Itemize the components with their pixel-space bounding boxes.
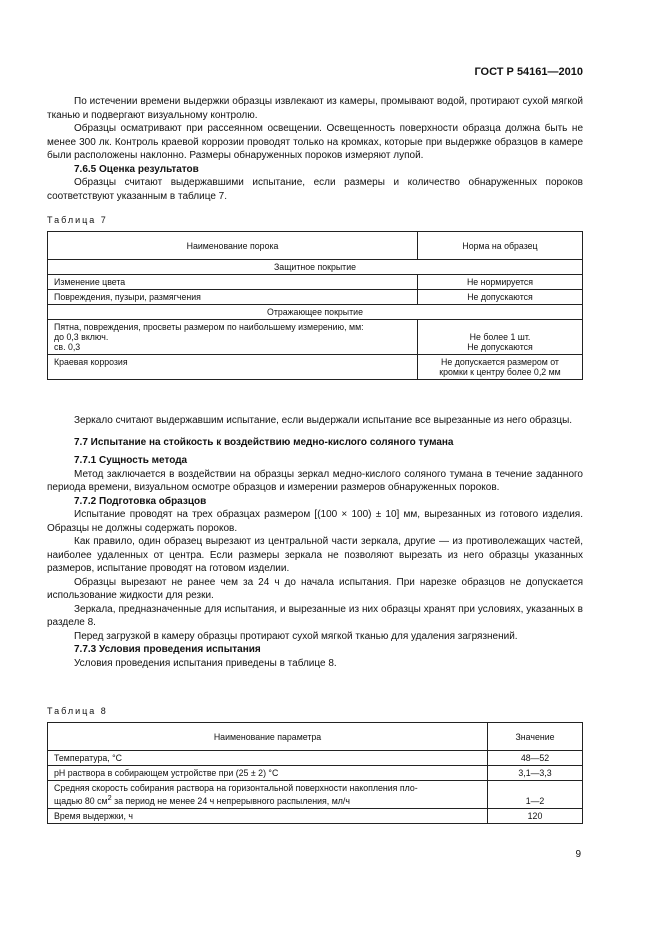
table-row-name: Изменение цвета	[48, 275, 418, 290]
table-7-header-norm: Норма на образец	[418, 232, 583, 260]
cell-line: Не более 1 шт.	[469, 332, 531, 342]
table-7	[47, 231, 583, 380]
text-block-1	[47, 95, 583, 203]
table-row-norm	[418, 320, 583, 355]
cell-line: Средняя скорость собирания раствора на горизонтальной поверхности накопления пло-	[54, 783, 418, 793]
table-row-value: 48—52	[488, 751, 583, 766]
paragraph: Зеркала, предназначенные для испытания, и вырезанные из них образцы хранят при условиях, указанных в разделе 8.	[47, 603, 583, 628]
table-7-caption: Таблица 7	[47, 215, 108, 225]
cell-line: св. 0,3	[54, 342, 81, 352]
table-7-group-reflective: Отражающее покрытие	[48, 305, 583, 320]
table-row-norm: Не допускаются	[418, 290, 583, 305]
cell-line: кромки к центру более 0,2 мм	[439, 367, 561, 377]
paragraph: Образцы осматривают при рассеянном освещении. Освещенность поверхности образца должна быть не менее 300 лк. Контроль краевой коррозии проводят только на кромках, которые при выдержке образцов в камере были расположены наклонно. Размеры обнаруженных пороков измеряют лупой.	[47, 123, 583, 161]
standard-number: ГОСТ Р 54161—2010	[474, 66, 583, 78]
table-row-name: Повреждения, пузыри, размягчения	[48, 290, 418, 305]
cell-text: за период не менее 24 ч непрерывного распыления, мл/ч	[111, 795, 350, 806]
paragraph: Образцы вырезают не ранее чем за 24 ч до начала испытания. При нарезке образцов не допускается использование жидкости для резки.	[47, 576, 583, 601]
table-row-name	[48, 320, 418, 355]
table-row-value: 3,1—3,3	[488, 766, 583, 781]
section-heading-7-7-1: 7.7.1 Сущность метода	[74, 455, 188, 466]
paragraph: Как правило, один образец вырезают из центральной части зеркала, другие — из противолежащих частей, наиболее удаленных от центра. Если размеры зеркала не позволяют вырезать из него образцы указанных размеров, испытание проводят на готовом изделии.	[47, 536, 583, 574]
table-7-group-protective: Защитное покрытие	[48, 260, 583, 275]
table-8	[47, 722, 583, 824]
paragraph: Перед загрузкой в камеру образцы протирают сухой мягкой тканью для удаления загрязнений.	[74, 630, 518, 642]
table-row-name: Время выдержки, ч	[48, 808, 488, 823]
text-block-2	[47, 414, 583, 670]
paragraph: Условия проведения испытания приведены в таблице 8.	[74, 657, 337, 669]
section-heading-7-7: 7.7 Испытание на стойкость к воздействию медно-кислого соляного тумана	[74, 436, 454, 448]
table-row-norm: Не нормируется	[418, 275, 583, 290]
table-row-name: pH раствора в собирающем устройстве при (25 ± 2) °С	[48, 766, 488, 781]
table-row-value: 120	[488, 808, 583, 823]
table-row-name: Краевая коррозия	[48, 355, 418, 380]
cell-superscript: 2	[107, 793, 112, 802]
section-heading-7-7-3: 7.7.3 Условия проведения испытания	[74, 644, 261, 655]
table-row-name: Температура, °С	[48, 751, 488, 766]
paragraph: Испытание проводят на трех образцах размером [(100 × 100) ± 10] мм, вырезанных из готового изделия. Образцы не должны содержать пороков.	[47, 509, 583, 534]
paragraph: Метод заключается в воздействии на образцы зеркал медно-кислого соляного тумана в течение заданного периода времени, визуальном осмотре образцов и измерении размеров обнаруженных пороков.	[47, 468, 583, 493]
section-heading-7-7-2: 7.7.2 Подготовка образцов	[74, 495, 207, 507]
table-7-header-defect: Наименование порока	[48, 232, 418, 260]
cell-line: до 0,3 включ.	[54, 332, 109, 342]
paragraph: Образцы считают выдержавшими испытание, если размеры и количество обнаруженных пороков соответствуют указанным в таблице 7.	[47, 177, 583, 202]
paragraph: По истечении времени выдержки образцы извлекают из камеры, промывают водой, протирают сухой мягкой тканью и подвергают визуальному контролю.	[47, 96, 583, 121]
cell-line	[54, 793, 481, 806]
cell-text: щадью 80 см	[54, 795, 108, 806]
cell-line: Не допускаются	[467, 342, 533, 352]
table-row-norm	[418, 355, 583, 380]
table-8-caption: Таблица 8	[47, 706, 108, 716]
table-8-header-value: Значение	[488, 723, 583, 751]
section-heading-7-6-5: 7.6.5 Оценка результатов	[74, 163, 199, 175]
page-number: 9	[575, 849, 581, 860]
cell-line: Не допускается размером от	[441, 357, 559, 367]
table-8-header-parameter: Наименование параметра	[48, 723, 488, 751]
cell-line: Пятна, повреждения, просветы размером по наибольшему измерению, мм:	[54, 322, 364, 332]
table-row-value: 1—2	[488, 781, 583, 809]
table-row-name	[48, 781, 488, 809]
paragraph: Зеркало считают выдержавшим испытание, если выдержали испытание все вырезанные из него образцы.	[74, 415, 573, 426]
